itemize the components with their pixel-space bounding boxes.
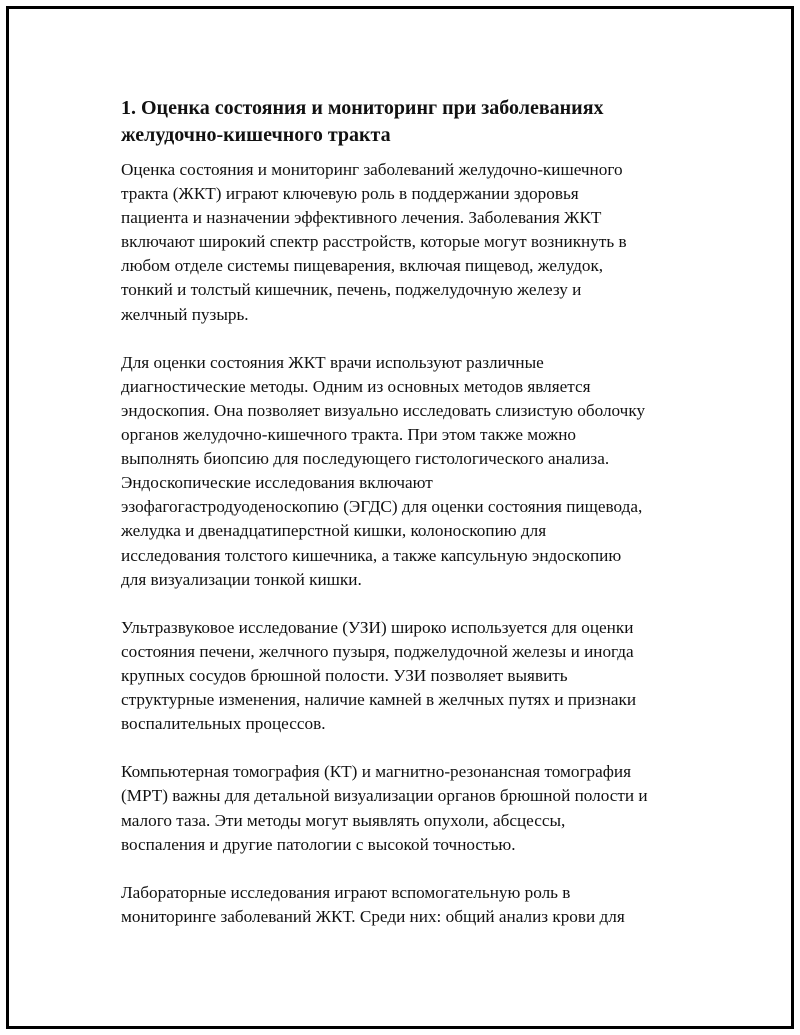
- heading-line: 1. Оценка состояния и мониторинг при заболеваниях: [121, 97, 604, 119]
- text-line: диагностические методы. Одним из основных методов является: [121, 376, 591, 396]
- text-line: тракта (ЖКТ) играют ключевую роль в поддержании здоровья: [121, 184, 579, 204]
- text-line: состояния печени, желчного пузыря, поджелудочной железы и иногда: [121, 641, 634, 661]
- text-line: желчный пузырь.: [121, 304, 249, 324]
- text-line: Компьютерная томография (КТ) и магнитно-резонансная томография: [121, 762, 631, 782]
- text-line: Лабораторные исследования играют вспомогательную роль в: [121, 882, 571, 902]
- text-line: воспалительных процессов.: [121, 714, 326, 734]
- text-line: любом отделе системы пищеварения, включая пищевод, желудок,: [121, 256, 604, 276]
- text-line: выполнять биопсию для последующего гистологического анализа.: [121, 449, 610, 469]
- paragraph-endoscopy: [121, 351, 711, 592]
- text-line: для визуализации тонкой кишки.: [121, 569, 362, 589]
- text-line: малого таза. Эти методы могут выявлять опухоли, абсцессы,: [121, 810, 566, 830]
- paragraph-intro: [121, 158, 711, 327]
- document-body: [121, 95, 711, 953]
- text-line: Ультразвуковое исследование (УЗИ) широко используется для оценки: [121, 617, 634, 637]
- text-line: желудка и двенадцатиперстной кишки, колоноскопию для: [121, 521, 547, 541]
- paragraph-ultrasound: [121, 616, 711, 736]
- text-line: мониторинге заболеваний ЖКТ. Среди них: общий анализ крови для: [121, 906, 625, 926]
- text-line: включают широкий спектр расстройств, которые могут возникнуть в: [121, 232, 627, 252]
- text-line: тонкий и толстый кишечник, печень, поджелудочную железу и: [121, 280, 582, 300]
- text-line: органов желудочно-кишечного тракта. При этом также можно: [121, 425, 577, 445]
- text-line: Эндоскопические исследования включают: [121, 473, 433, 493]
- text-line: крупных сосудов брюшной полости. УЗИ позволяет выявить: [121, 665, 568, 685]
- heading-line: желудочно-кишечного тракта: [121, 123, 391, 146]
- text-line: пациента и назначении эффективного лечения. Заболевания ЖКТ: [121, 208, 602, 228]
- text-line: воспаления и другие патологии с высокой точностью.: [121, 834, 516, 854]
- text-line: (МРТ) важны для детальной визуализации органов брюшной полости и: [121, 786, 648, 806]
- text-line: структурные изменения, наличие камней в желчных путях и признаки: [121, 690, 637, 710]
- section-heading: [121, 95, 711, 148]
- text-line: Оценка состояния и мониторинг заболеваний желудочно-кишечного: [121, 160, 623, 179]
- text-line: Для оценки состояния ЖКТ врачи используют различные: [121, 352, 544, 372]
- paragraph-ct-mri: [121, 760, 711, 856]
- text-line: эндоскопия. Она позволяет визуально исследовать слизистую оболочку: [121, 400, 646, 420]
- text-line: эзофагогастродуоденоскопию (ЭГДС) для оценки состояния пищевода,: [121, 497, 643, 517]
- paragraph-lab-tests: [121, 881, 711, 929]
- text-line: исследования толстого кишечника, а также капсульную эндоскопию: [121, 545, 622, 565]
- page-frame: [6, 6, 794, 1029]
